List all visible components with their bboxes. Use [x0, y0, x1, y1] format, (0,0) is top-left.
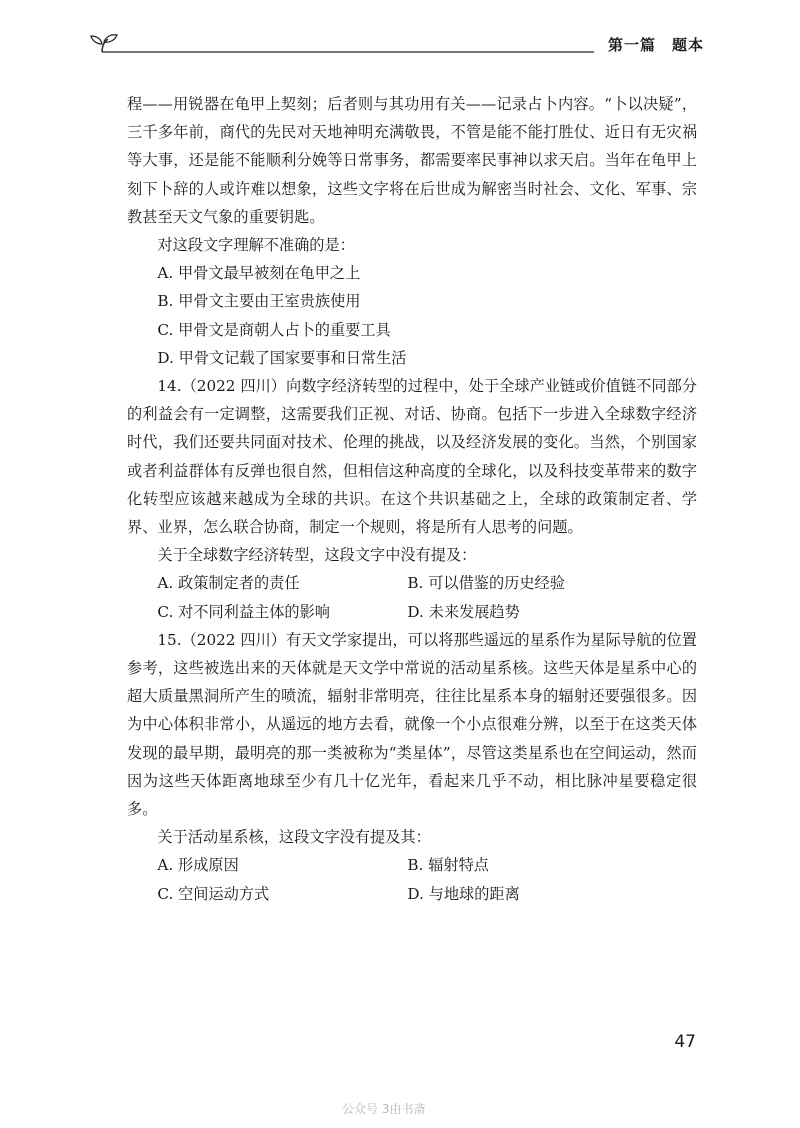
- q14-option-c: C. 对不同利益主体的影响: [157, 602, 330, 621]
- q14-options-row-1: [127, 569, 697, 597]
- page-header: [88, 30, 704, 60]
- q15-options-row-1: [127, 851, 697, 879]
- watermark: 公众号 3由书斋: [342, 1102, 426, 1116]
- page-number: 47: [674, 1032, 696, 1052]
- q13-option-b: B. 甲骨文主要由王室贵族使用: [157, 292, 361, 311]
- q15-option-d: D. 与地球的距离: [407, 884, 520, 903]
- q15-option-c: C. 空间运动方式: [157, 884, 270, 903]
- page-content: [127, 90, 697, 908]
- q14-passage: 14.（2022 四川）向数字经济转型的过程中，处于全球产业链或价值链不同部分的利益会有一定调整，这需要我们正视、对话、协商。包括下一步进入全球数字经济时代，我们还要共同面对技术、伦理的挑战，以及经济发展的变化。当然，个别国家或者利益群体有反弹也很自然，但相信这种高度的全球化，以及科技变革带来的数字化转型应该越来越成为全球的共识。在这个共识基础之上，全球的政策制定者、学界、业界，怎么联合协商，制定一个规则，将是所有人思考的问题。: [127, 377, 697, 537]
- q14-option-d: D. 未来发展趋势: [407, 602, 520, 621]
- q13-question: 对这段文字理解不准确的是：: [157, 236, 355, 255]
- q14-options-row-2: [127, 598, 697, 626]
- q14-option-a: A. 政策制定者的责任: [157, 574, 300, 593]
- q15-options-row-2: [127, 880, 697, 908]
- q14-question: 关于全球数字经济转型，这段文字中没有提及：: [157, 546, 477, 565]
- passage-13-continued: 程——用锐器在龟甲上契刻；后者则与其功用有关——记录占卜内容。“卜以决疑”，三千多年前，商代的先民对天地神明充满敬畏，不管是能不能打胜仗、近日有无灾祸等大事，还是能不能顺利分娩等日常事务，都需要率民事神以求天启。当年在龟甲上刻下卜辞的人或许难以想象，这些文字将在后世成为解密当时社会、文化、军事、宗教甚至天文气象的重要钥匙。: [127, 95, 697, 226]
- q15-passage: 15.（2022 四川）有天文学家提出，可以将那些遥远的星系作为星际导航的位置参考，这些被选出来的天体就是天文学中常说的活动星系核。这些天体是星系中心的超大质量黑洞所产生的喷流，辐射非常明亮，往往比星系本身的辐射还要强很多。因为中心体积非常小，从遥远的地方去看，就像一个小点很难分辨，以至于在这类天体发现的最早期，最明亮的那一类被称为“类星体”，尽管这类星系也在空间运动，然而因为这些天体距离地球至少有几十亿光年，看起来几乎不动，相比脉冲星要稳定很多。: [127, 630, 697, 819]
- q13-option-a: A. 甲骨文最早被刻在龟甲之上: [157, 264, 361, 283]
- q14-option-b: B. 可以借鉴的历史经验: [407, 574, 565, 593]
- q15-option-b: B. 辐射特点: [407, 856, 489, 875]
- q15-option-a: A. 形成原因: [157, 856, 239, 875]
- q13-option-d: D. 甲骨文记载了国家要事和日常生活: [157, 348, 407, 367]
- q15-question: 关于活动星系核，这段文字没有提及其：: [157, 828, 431, 847]
- header-title: 第一篇 题本: [607, 36, 704, 54]
- q13-option-c: C. 甲骨文是商朝人占卜的重要工具: [157, 320, 391, 339]
